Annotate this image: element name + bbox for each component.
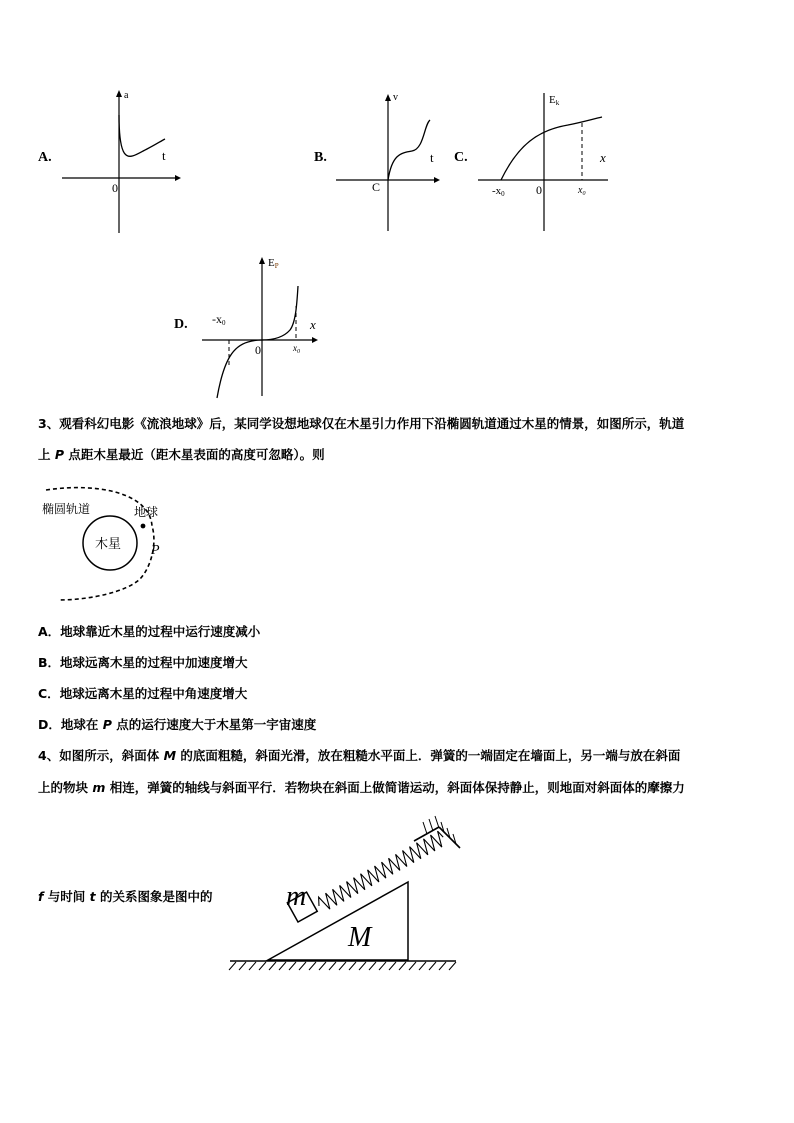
- option-d-graph: [200, 250, 330, 400]
- option-b-y-label: v: [393, 92, 398, 103]
- q3-option-d[interactable]: D．地球在 P 点的运行速度大于木星第一宇宙速度: [38, 717, 317, 732]
- option-c-y-label: Ek: [549, 94, 560, 107]
- ground-hatch: [229, 962, 456, 970]
- q3-stem-line1: 3、观看科幻电影《流浪地球》后，某同学设想地球仅在木星引力作用下沿椭圆轨道通过木星的情景，如图所示，轨道: [38, 416, 685, 431]
- option-d-letter: D.: [174, 317, 188, 332]
- q4-stem-line2: 上的物块 m 相连，弹簧的轴线与斜面平行．若物块在斜面上做简谐运动，斜面体保持静止，则地面对斜面体的摩擦力: [38, 780, 685, 795]
- option-d-x0: $x_0$: [293, 343, 300, 355]
- option-a-graph: [55, 85, 185, 235]
- option-a-x-label: t: [162, 148, 166, 163]
- option-a-letter: A.: [38, 150, 52, 165]
- option-d-neg-x0: -x0: [212, 312, 226, 327]
- option-c-origin: 0: [536, 183, 542, 197]
- option-d-x-label: x: [310, 317, 316, 332]
- option-b-origin: C: [372, 180, 381, 194]
- q3-orbit-figure: [40, 484, 180, 609]
- option-b-x-label: t: [430, 150, 434, 165]
- orbit-label: 椭圆轨道: [42, 502, 91, 516]
- option-b-letter: B.: [314, 150, 327, 165]
- option-d-y-label: EP: [268, 257, 279, 270]
- q4-stem-line1: 4、如图所示，斜面体 M 的底面粗糙，斜面光滑，放在粗糙水平面上．弹簧的一端固定在墙面上，另一端与放在斜面: [38, 748, 681, 763]
- option-c-graph: [478, 85, 618, 235]
- option-d-origin: 0: [255, 343, 261, 357]
- option-b-graph: [330, 85, 450, 235]
- q3-option-a[interactable]: A．地球靠近木星的过程中运行速度减小: [38, 624, 261, 639]
- q3-stem-line2: 上 P 点距木星最近（距木星表面的高度可忽略）。则: [38, 447, 325, 462]
- incline-m-label: M: [348, 922, 372, 953]
- q4-incline-figure: [228, 812, 468, 974]
- option-c-letter: C.: [454, 150, 468, 165]
- block-m-label: m: [286, 881, 307, 912]
- q3-option-c[interactable]: C．地球远离木星的过程中角速度增大: [38, 686, 248, 701]
- jupiter-label: 木星: [95, 537, 122, 552]
- option-c-neg-x0: -x0: [492, 185, 505, 198]
- point-p-label: P: [151, 543, 160, 558]
- earth-label: 地球: [134, 505, 159, 519]
- option-a-y-label: a: [124, 90, 129, 101]
- q3-option-b[interactable]: B．地球远离木星的过程中加速度增大: [38, 655, 248, 670]
- option-c-x0: $x_0$: [578, 185, 586, 197]
- q4-stem-line3: f 与时间 t 的关系图象是图中的: [38, 889, 213, 904]
- option-c-x-label: x: [600, 150, 606, 165]
- option-a-origin: 0: [112, 181, 118, 195]
